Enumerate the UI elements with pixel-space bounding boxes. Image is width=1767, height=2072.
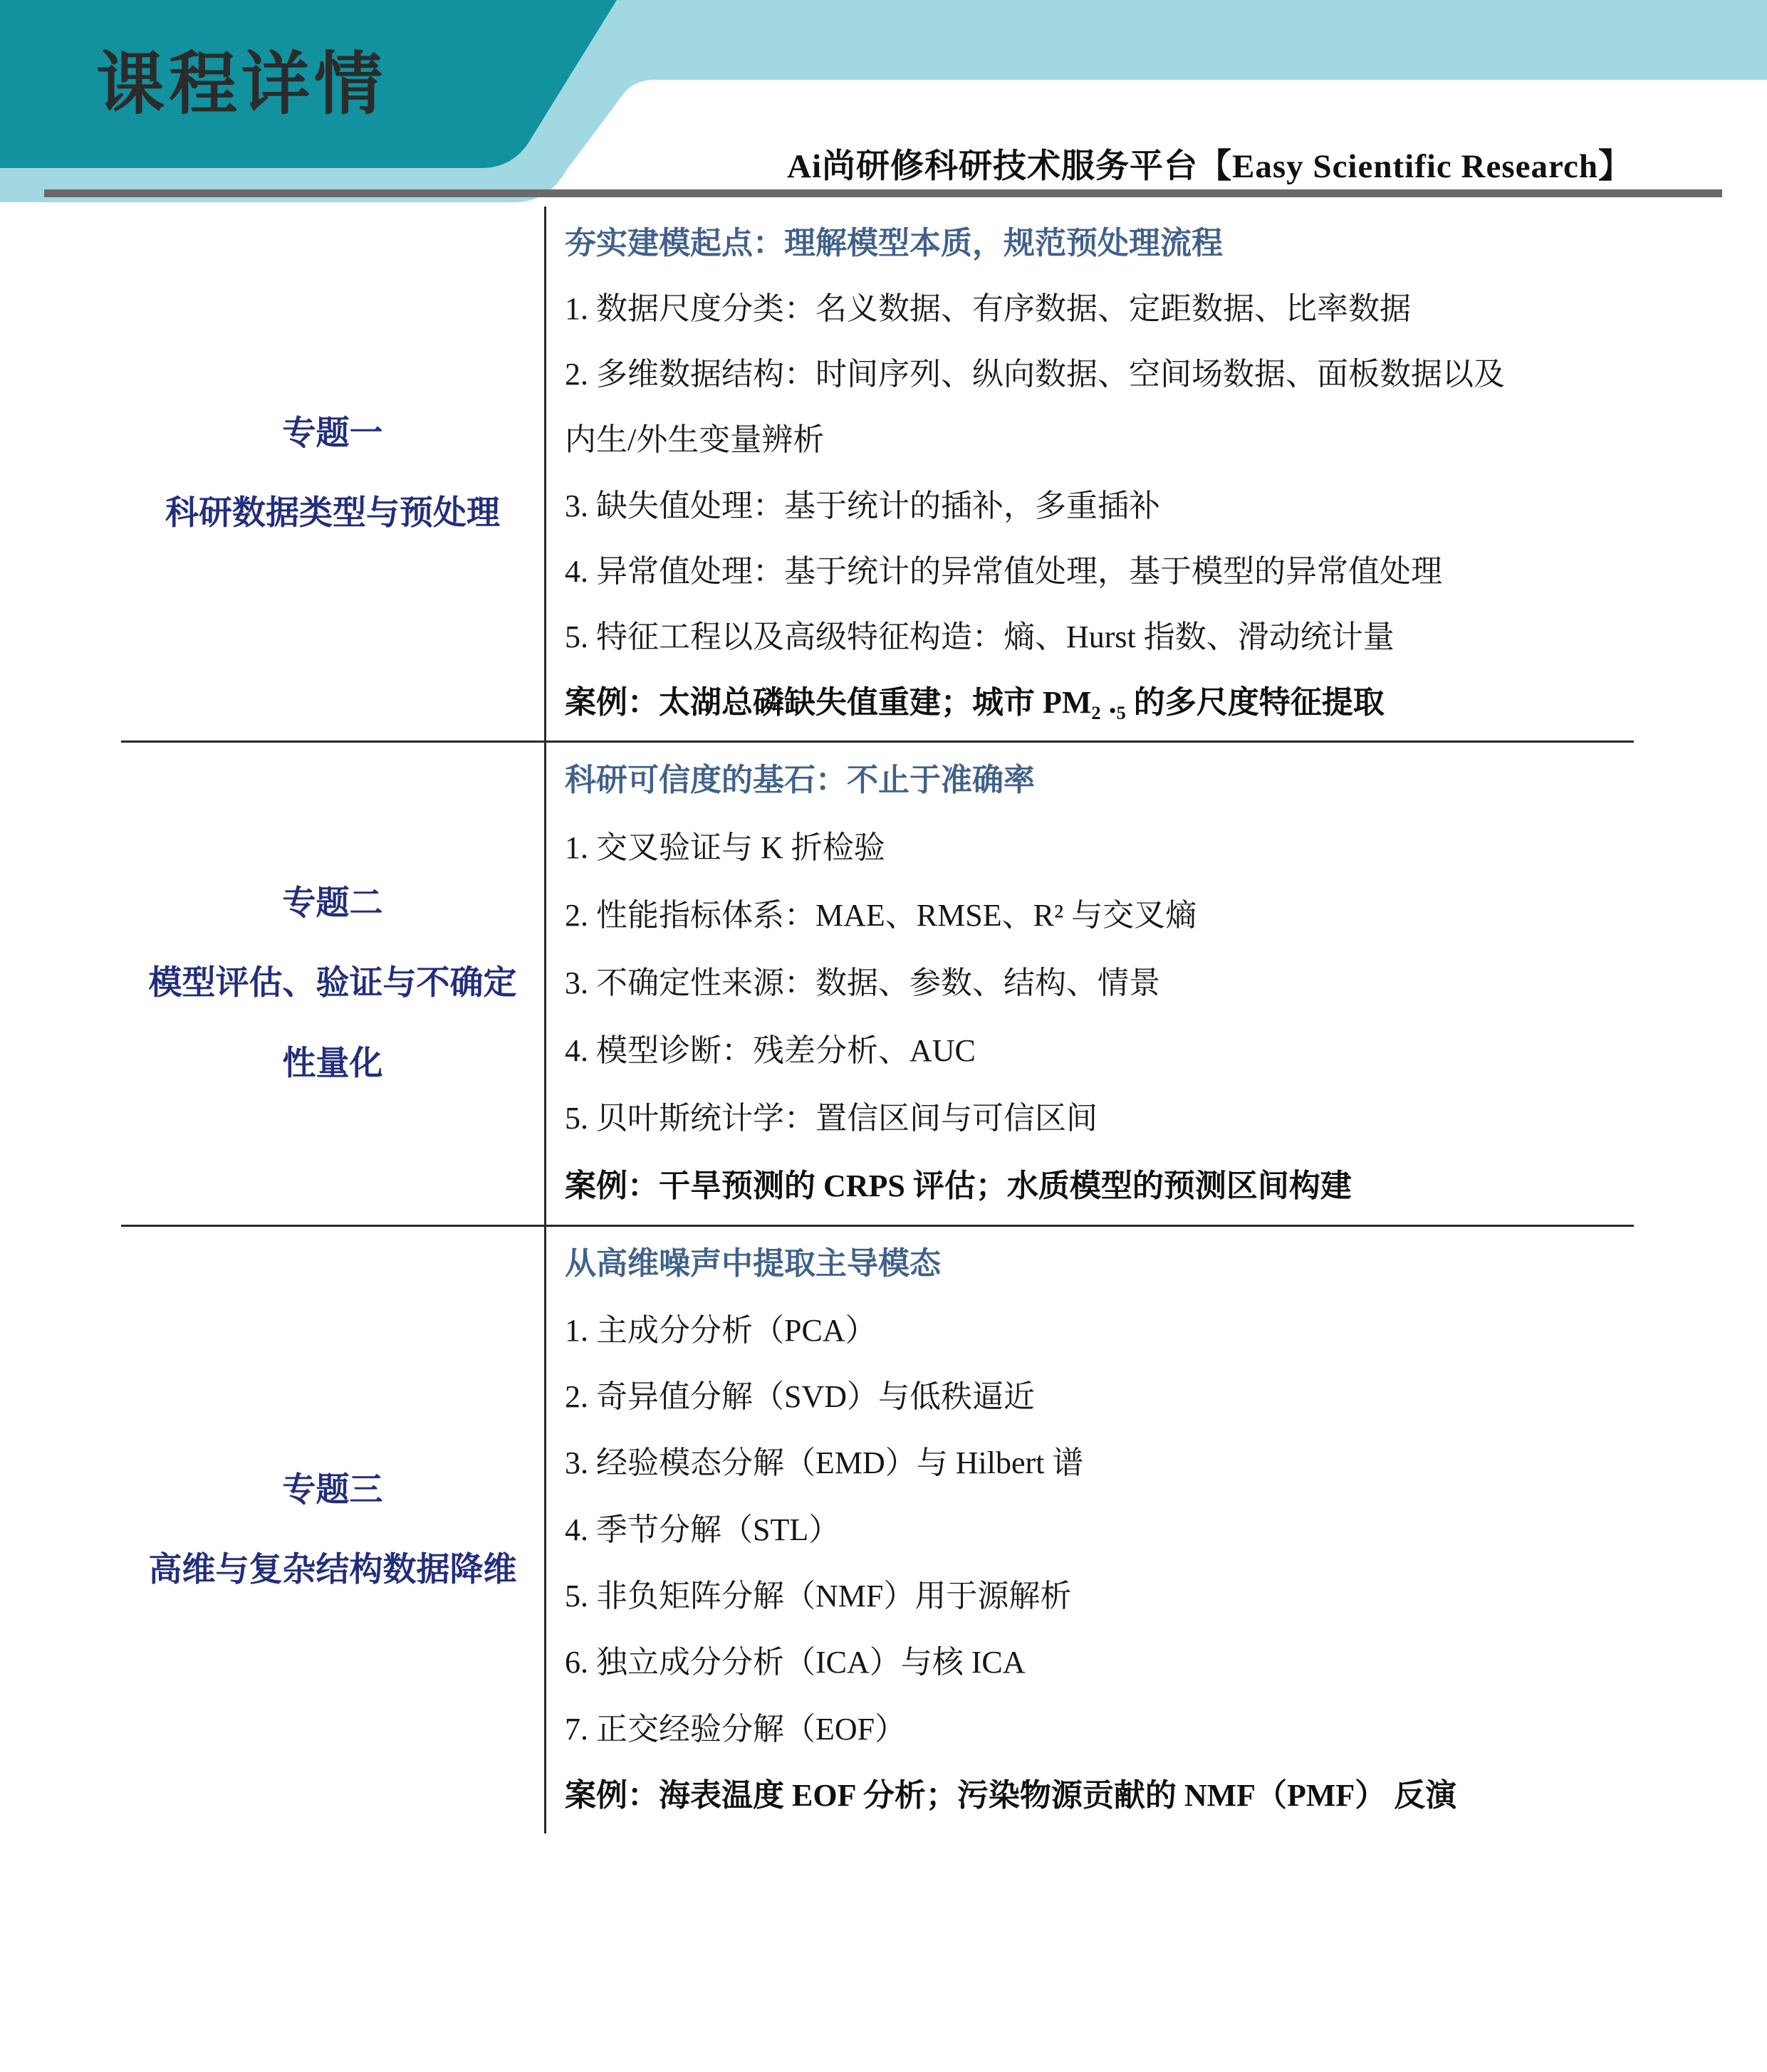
list-item: 1. 交叉验证与 K 折检验: [565, 830, 885, 866]
header-divider-rule: [44, 189, 1722, 197]
list-item: 3. 不确定性来源：数据、参数、结构、情景: [565, 966, 1160, 1001]
topic-2-title: 专题二: [282, 885, 383, 923]
section-header: 科研可信度的基石：不止于准确率: [565, 763, 1035, 798]
list-item: 4. 模型诊断：残差分析、AUC: [565, 1033, 976, 1069]
list-item: 2. 多维数据结构：时间序列、纵向数据、空间场数据、面板数据以及: [565, 357, 1505, 392]
content-cell-2: [546, 743, 1634, 1227]
topic-2-subtitle-continuation: 性量化: [282, 1045, 383, 1082]
list-item: 3. 经验模态分解（EMD）与 Hilbert 谱: [565, 1445, 1084, 1481]
topic-1-title: 专题一: [282, 414, 383, 452]
list-item: 4. 异常值处理：基于统计的异常值处理，基于模型的异常值处理: [565, 553, 1442, 589]
course-topics-table: [121, 206, 1634, 1833]
list-item: 1. 主成分分析（PCA）: [565, 1312, 877, 1348]
page-title: 课程详情: [96, 46, 387, 122]
topic-3-title: 专题三: [282, 1471, 383, 1509]
list-item: 7. 正交经验分解（EOF）: [565, 1711, 907, 1747]
section-header: 夯实建模起点：理解模型本质，规范预处理流程: [565, 225, 1223, 261]
list-item: 1. 数据尺度分类：名义数据、有序数据、定距数据、比率数据: [565, 291, 1411, 326]
list-item: 5. 非负矩阵分解（NMF）用于源解析: [565, 1578, 1072, 1613]
list-item: 2. 奇异值分解（SVD）与低秩逼近: [565, 1378, 1036, 1414]
list-item: 4. 季节分解（STL）: [565, 1512, 840, 1547]
content-cell-3: [546, 1227, 1634, 1833]
list-item: 6. 独立成分分析（ICA）与核 ICA: [565, 1645, 1026, 1680]
list-item: 5. 贝叶斯统计学：置信区间与可信区间: [565, 1101, 1098, 1136]
case-study-line: 案例：海表温度 EOF 分析；污染物源贡献的 NMF（PMF） 反演: [565, 1777, 1457, 1813]
topic-3-subtitle: 高维与复杂结构数据降维: [148, 1552, 517, 1589]
topic-cell-2: [121, 743, 546, 1227]
topic-cell-3: [121, 1227, 546, 1833]
case-study-line: 案例：干旱预测的 CRPS 评估；水质模型的预测区间构建: [565, 1168, 1352, 1204]
list-item: 5. 特征工程以及高级特征构造：熵、Hurst 指数、滑动统计量: [565, 619, 1395, 655]
topic-cell-1: [121, 206, 546, 743]
content-cell-1: [546, 206, 1634, 743]
platform-subtitle: Ai尚研修科研技术服务平台【Easy Scientific Research】: [787, 148, 1632, 185]
list-item: 3. 缺失值处理：基于统计的插补，多重插补: [565, 488, 1160, 523]
list-item: 2. 性能指标体系：MAE、RMSE、R² 与交叉熵: [565, 898, 1197, 933]
topic-1-subtitle: 科研数据类型与预处理: [165, 495, 500, 532]
list-item-continuation: 内生/外生变量辨析: [565, 422, 825, 458]
section-header: 从高维噪声中提取主导模态: [565, 1246, 941, 1282]
case-study-line: 案例：太湖总磷缺失值重建；城市 PM₂ .₅ 的多尺度特征提取: [565, 685, 1385, 721]
topic-2-subtitle: 模型评估、验证与不确定: [148, 965, 517, 1003]
